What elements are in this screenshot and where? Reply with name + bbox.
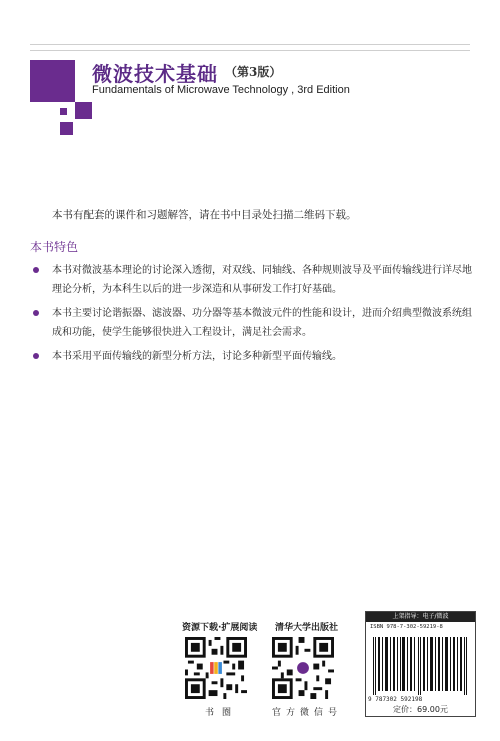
features-heading: 本书特色	[30, 240, 79, 254]
qr-left-caption: 书圈	[205, 708, 240, 718]
barcode	[371, 637, 470, 695]
qr-right-caption: 官方微信号	[272, 708, 343, 718]
book-edition: （第3版）	[225, 65, 282, 79]
purple-block-large	[30, 60, 75, 102]
book-title-english: Fundamentals of Microwave Technology , 3rd Edition	[92, 84, 350, 96]
feature-item-3: 本书采用平面传输线的新型分析方法，讨论多种新型平面传输线。	[52, 351, 342, 362]
isbn-number: ISBN 978-7-302-59219-8	[370, 624, 443, 630]
isbn-barcode-box	[365, 611, 476, 717]
qr-left-label: 资源下载·扩展阅读	[182, 623, 258, 633]
purple-block-medium	[75, 102, 92, 119]
book-title-chinese: 微波技术基础	[92, 62, 218, 86]
bullet-3	[33, 353, 39, 359]
barcode-number: 9 787302 592198	[368, 696, 423, 703]
shelf-category: 上架指导：电子/微波	[366, 612, 475, 622]
bullet-2	[33, 310, 39, 316]
bullet-1	[33, 267, 39, 273]
purple-block-bottom	[60, 122, 73, 135]
price-label: 定价：69.00元	[393, 705, 448, 714]
feature-item-2: 本书主要讨论谐振器、滤波器、功分器等基本微波元件的性能和设计，进而介绍典型微波系统组成和功能，使学生能够很快进入工程设计，满足社会需求。	[52, 308, 472, 338]
qr-code-left[interactable]	[185, 637, 247, 699]
qr-code-right[interactable]	[272, 637, 334, 699]
top-rule-2	[30, 50, 470, 51]
resource-note: 本书有配套的课件和习题解答，请在书中目录处扫描二维码下载。	[52, 209, 357, 221]
feature-item-1: 本书对微波基本理论的讨论深入透彻，对双线、同轴线、各种规则波导及平面传输线进行详尽地理论分析，为本科生以后的进一步深造和从事研发工作打好基础。	[52, 265, 472, 295]
purple-block-small	[60, 108, 67, 115]
qr-right-label: 清华大学出版社	[275, 623, 339, 633]
top-rule-1	[30, 44, 470, 45]
